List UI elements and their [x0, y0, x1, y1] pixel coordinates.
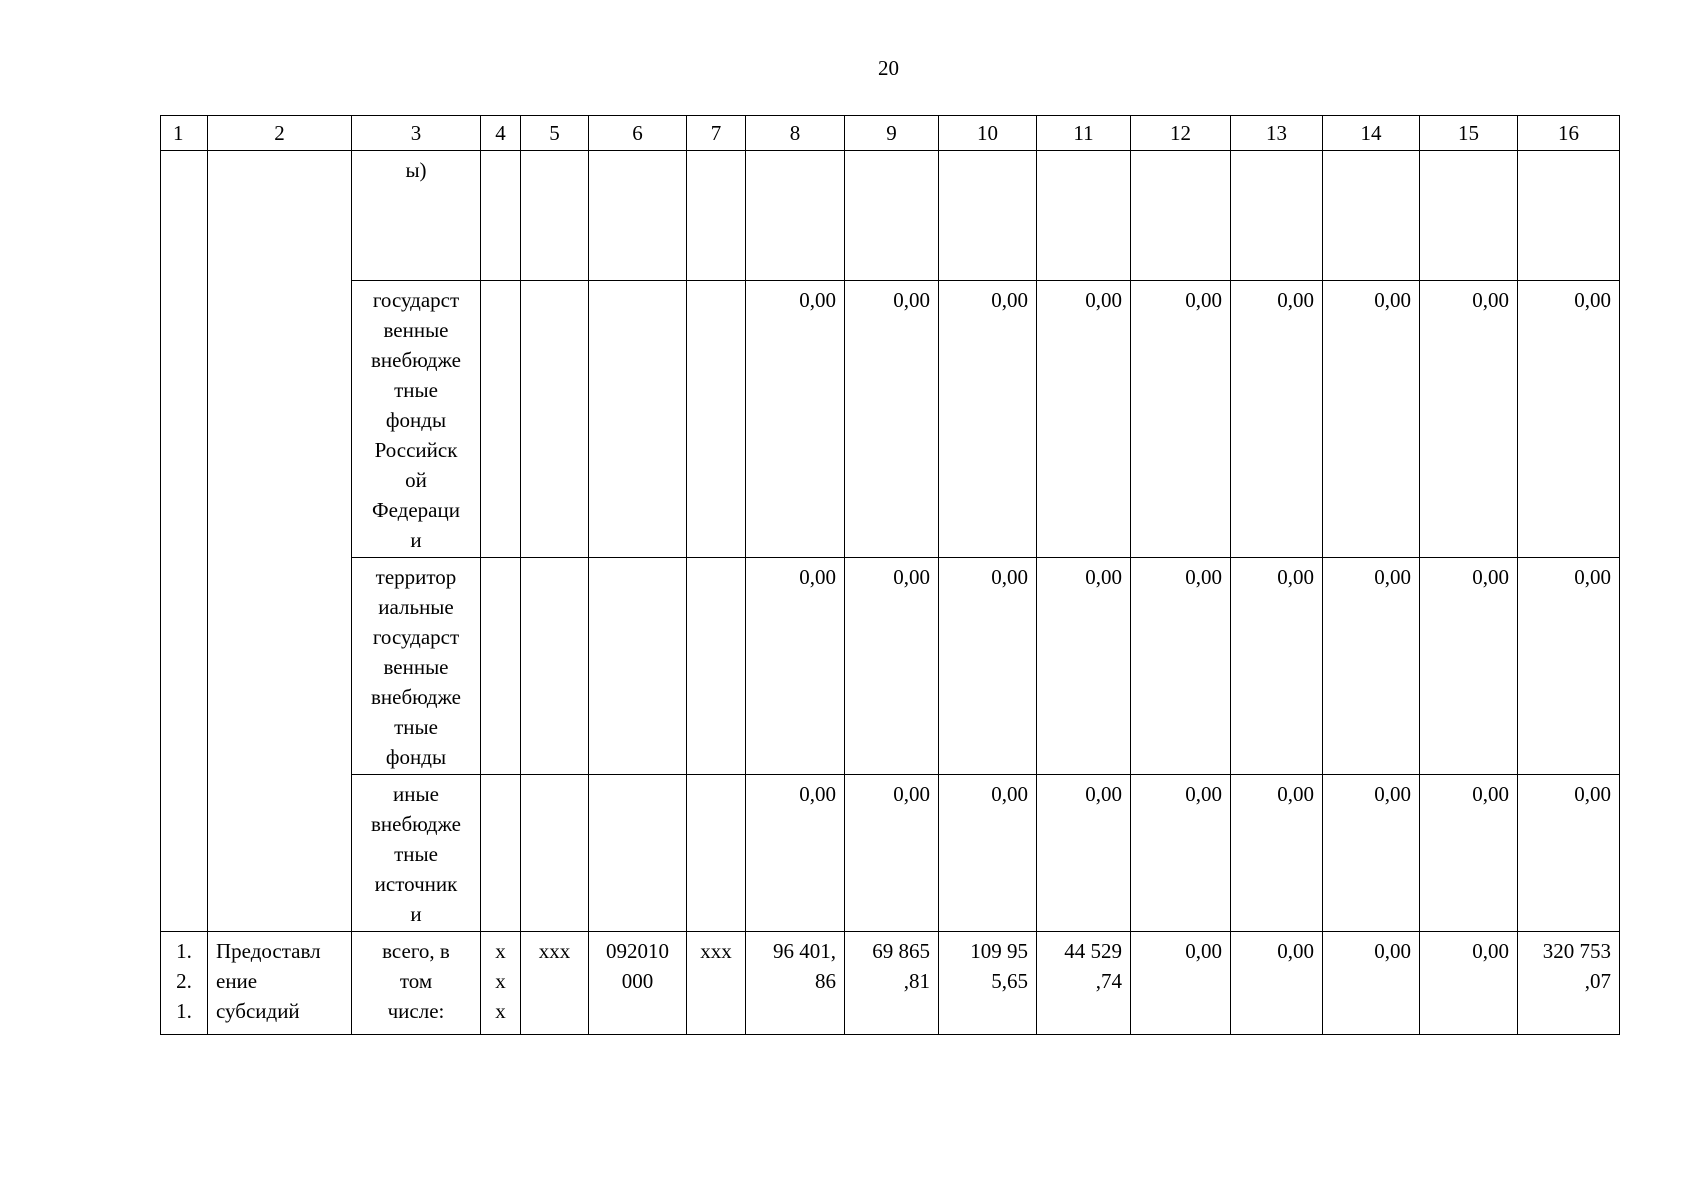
value-cell: 0,00 — [845, 558, 939, 775]
empty-cell — [521, 775, 589, 932]
empty-cell — [521, 151, 589, 281]
header-cell: 2 — [208, 116, 352, 151]
empty-cell — [687, 558, 746, 775]
value-cell: 0,00 — [1131, 932, 1231, 1035]
header-cell: 1 — [161, 116, 208, 151]
value-cell: 0,00 — [1231, 558, 1323, 775]
value-cell: 44 529 ,74 — [1037, 932, 1131, 1035]
source-label-continued: ы) — [352, 151, 481, 281]
value-cell: 0,00 — [1037, 558, 1131, 775]
value-cell: 0,00 — [1231, 775, 1323, 932]
value-cell: 0,00 — [939, 281, 1037, 558]
value-cell: 0,00 — [746, 558, 845, 775]
header-cell: 13 — [1231, 116, 1323, 151]
source-label: иные внебюдже тные источник и — [352, 775, 481, 932]
empty-cell — [589, 775, 687, 932]
header-cell: 6 — [589, 116, 687, 151]
item-code: 1. 2. 1. — [161, 932, 208, 1035]
value-cell: 0,00 — [1323, 932, 1420, 1035]
empty-cell — [481, 281, 521, 558]
value-cell: 69 865 ,81 — [845, 932, 939, 1035]
source-label: государст венные внебюдже тные фонды Российск ой Федераци и — [352, 281, 481, 558]
table-row-item — [161, 932, 1620, 1035]
header-cell: 7 — [687, 116, 746, 151]
empty-cell — [589, 281, 687, 558]
table-row-federal-funds — [161, 281, 1620, 558]
empty-cell — [939, 151, 1037, 281]
name-cell-empty — [208, 151, 352, 932]
value-cell: 0,00 — [746, 281, 845, 558]
value-cell: 0,00 — [1131, 558, 1231, 775]
value-cell: 320 753 ,07 — [1518, 932, 1620, 1035]
empty-cell — [521, 558, 589, 775]
item-col6: 092010 000 — [589, 932, 687, 1035]
empty-cell — [687, 151, 746, 281]
item-name: Предоставл ение субсидий — [208, 932, 352, 1035]
header-cell: 4 — [481, 116, 521, 151]
value-cell: 0,00 — [1037, 281, 1131, 558]
empty-cell — [481, 558, 521, 775]
item-col4: х х х — [481, 932, 521, 1035]
value-cell: 109 95 5,65 — [939, 932, 1037, 1035]
value-cell: 0,00 — [1037, 775, 1131, 932]
header-cell: 3 — [352, 116, 481, 151]
value-cell: 0,00 — [1420, 775, 1518, 932]
header-cell: 5 — [521, 116, 589, 151]
table-header-row — [161, 116, 1620, 151]
table-row-territorial-funds — [161, 558, 1620, 775]
value-cell: 0,00 — [845, 281, 939, 558]
empty-cell — [589, 151, 687, 281]
value-cell: 0,00 — [1131, 281, 1231, 558]
value-cell: 0,00 — [1131, 775, 1231, 932]
empty-cell — [481, 775, 521, 932]
value-cell: 0,00 — [1420, 558, 1518, 775]
empty-cell — [687, 281, 746, 558]
value-cell: 0,00 — [1323, 281, 1420, 558]
value-cell: 0,00 — [939, 558, 1037, 775]
value-cell: 0,00 — [1420, 281, 1518, 558]
value-cell: 0,00 — [746, 775, 845, 932]
value-cell: 0,00 — [1518, 775, 1620, 932]
code-cell-empty — [161, 151, 208, 932]
empty-cell — [687, 775, 746, 932]
value-cell: 96 401, 86 — [746, 932, 845, 1035]
empty-cell — [1131, 151, 1231, 281]
empty-cell — [1231, 151, 1323, 281]
item-source: всего, в том числе: — [352, 932, 481, 1035]
empty-cell — [746, 151, 845, 281]
empty-cell — [1037, 151, 1131, 281]
value-cell: 0,00 — [1323, 775, 1420, 932]
value-cell: 0,00 — [939, 775, 1037, 932]
empty-cell — [1420, 151, 1518, 281]
header-cell: 8 — [746, 116, 845, 151]
item-col5: ххх — [521, 932, 589, 1035]
page-number: 20 — [878, 56, 899, 80]
source-label: территор иальные государст венные внебюдже тные фонды — [352, 558, 481, 775]
value-cell: 0,00 — [1323, 558, 1420, 775]
item-col7: ххх — [687, 932, 746, 1035]
value-cell: 0,00 — [1518, 281, 1620, 558]
header-cell: 12 — [1131, 116, 1231, 151]
value-cell: 0,00 — [845, 775, 939, 932]
header-cell: 10 — [939, 116, 1037, 151]
empty-cell — [589, 558, 687, 775]
header-cell: 14 — [1323, 116, 1420, 151]
budget-table — [160, 115, 1620, 1035]
table-row-other-sources — [161, 775, 1620, 932]
value-cell: 0,00 — [1518, 558, 1620, 775]
value-cell: 0,00 — [1231, 932, 1323, 1035]
empty-cell — [521, 281, 589, 558]
header-cell: 16 — [1518, 116, 1620, 151]
table-row-continued — [161, 151, 1620, 281]
empty-cell — [481, 151, 521, 281]
header-cell: 15 — [1420, 116, 1518, 151]
empty-cell — [1323, 151, 1420, 281]
empty-cell — [845, 151, 939, 281]
value-cell: 0,00 — [1420, 932, 1518, 1035]
value-cell: 0,00 — [1231, 281, 1323, 558]
header-cell: 11 — [1037, 116, 1131, 151]
header-cell: 9 — [845, 116, 939, 151]
empty-cell — [1518, 151, 1620, 281]
